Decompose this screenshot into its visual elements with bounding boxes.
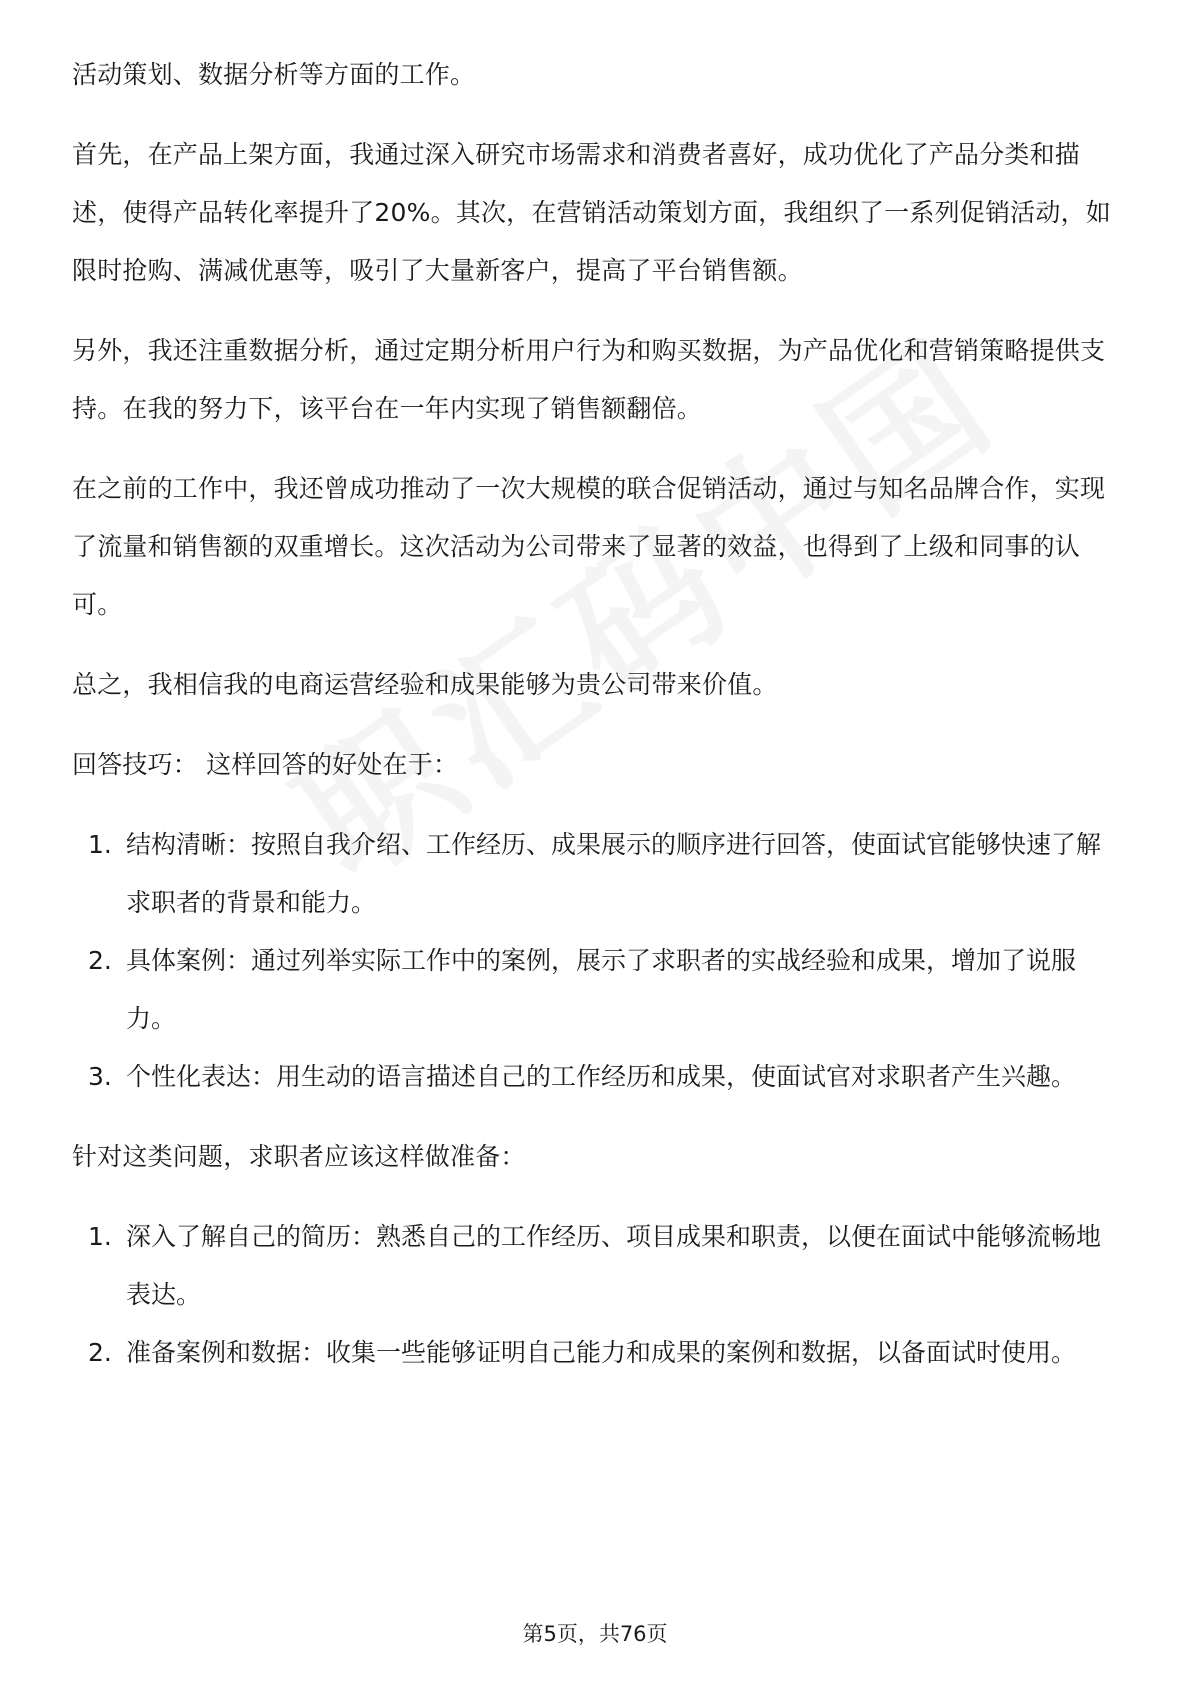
paragraph-2: 首先，在产品上架方面，我通过深入研究市场需求和消费者喜好，成功优化了产品分类和描述，使得产品转化率提升了20%。其次，在营销活动策划方面，我组织了一系列促销活动，如限时抢购、满减优惠等，吸引了大量新客户，提高了平台销售额。 <box>72 140 1111 285</box>
document-body <box>72 46 1118 1404</box>
list-number: 2. <box>88 946 112 975</box>
list-text: 个性化表达：用生动的语言描述自己的工作经历和成果，使面试官对求职者产生兴趣。 <box>126 1062 1077 1091</box>
list-number: 1. <box>88 1222 112 1251</box>
list-item <box>72 1324 1118 1382</box>
list-item <box>72 1208 1118 1324</box>
list-text: 结构清晰：按照自我介绍、工作经历、成果展示的顺序进行回答，使面试官能够快速了解求职者的背景和能力。 <box>126 830 1102 917</box>
list-number: 2. <box>88 1338 112 1367</box>
prep-intro: 针对这类问题，求职者应该这样做准备： <box>72 1142 526 1171</box>
prep-list <box>72 1208 1118 1382</box>
list-number: 1. <box>88 830 112 859</box>
list-item <box>72 1048 1118 1106</box>
tips-list <box>72 816 1118 1106</box>
list-item <box>72 932 1118 1048</box>
list-number: 3. <box>88 1062 112 1091</box>
paragraph-5: 总之，我相信我的电商运营经验和成果能够为贵公司带来价值。 <box>72 670 778 699</box>
list-item <box>72 816 1118 932</box>
paragraph-3: 另外，我还注重数据分析，通过定期分析用户行为和购买数据，为产品优化和营销策略提供支持。在我的努力下，该平台在一年内实现了销售额翻倍。 <box>72 336 1106 423</box>
paragraph-1: 活动策划、数据分析等方面的工作。 <box>72 60 476 89</box>
tips-heading: 回答技巧： 这样回答的好处在于： <box>72 750 459 779</box>
list-text: 深入了解自己的简历：熟悉自己的工作经历、项目成果和职责，以便在面试中能够流畅地表达。 <box>126 1222 1102 1309</box>
list-text: 具体案例：通过列举实际工作中的案例，展示了求职者的实战经验和成果，增加了说服力。 <box>126 946 1077 1033</box>
list-text: 准备案例和数据：收集一些能够证明自己能力和成果的案例和数据，以备面试时使用。 <box>126 1338 1077 1367</box>
paragraph-4: 在之前的工作中，我还曾成功推动了一次大规模的联合促销活动，通过与知名品牌合作，实现了流量和销售额的双重增长。这次活动为公司带来了显著的效益，也得到了上级和同事的认可。 <box>72 474 1106 619</box>
page-footer: 第5页，共76页 <box>522 1622 668 1646</box>
